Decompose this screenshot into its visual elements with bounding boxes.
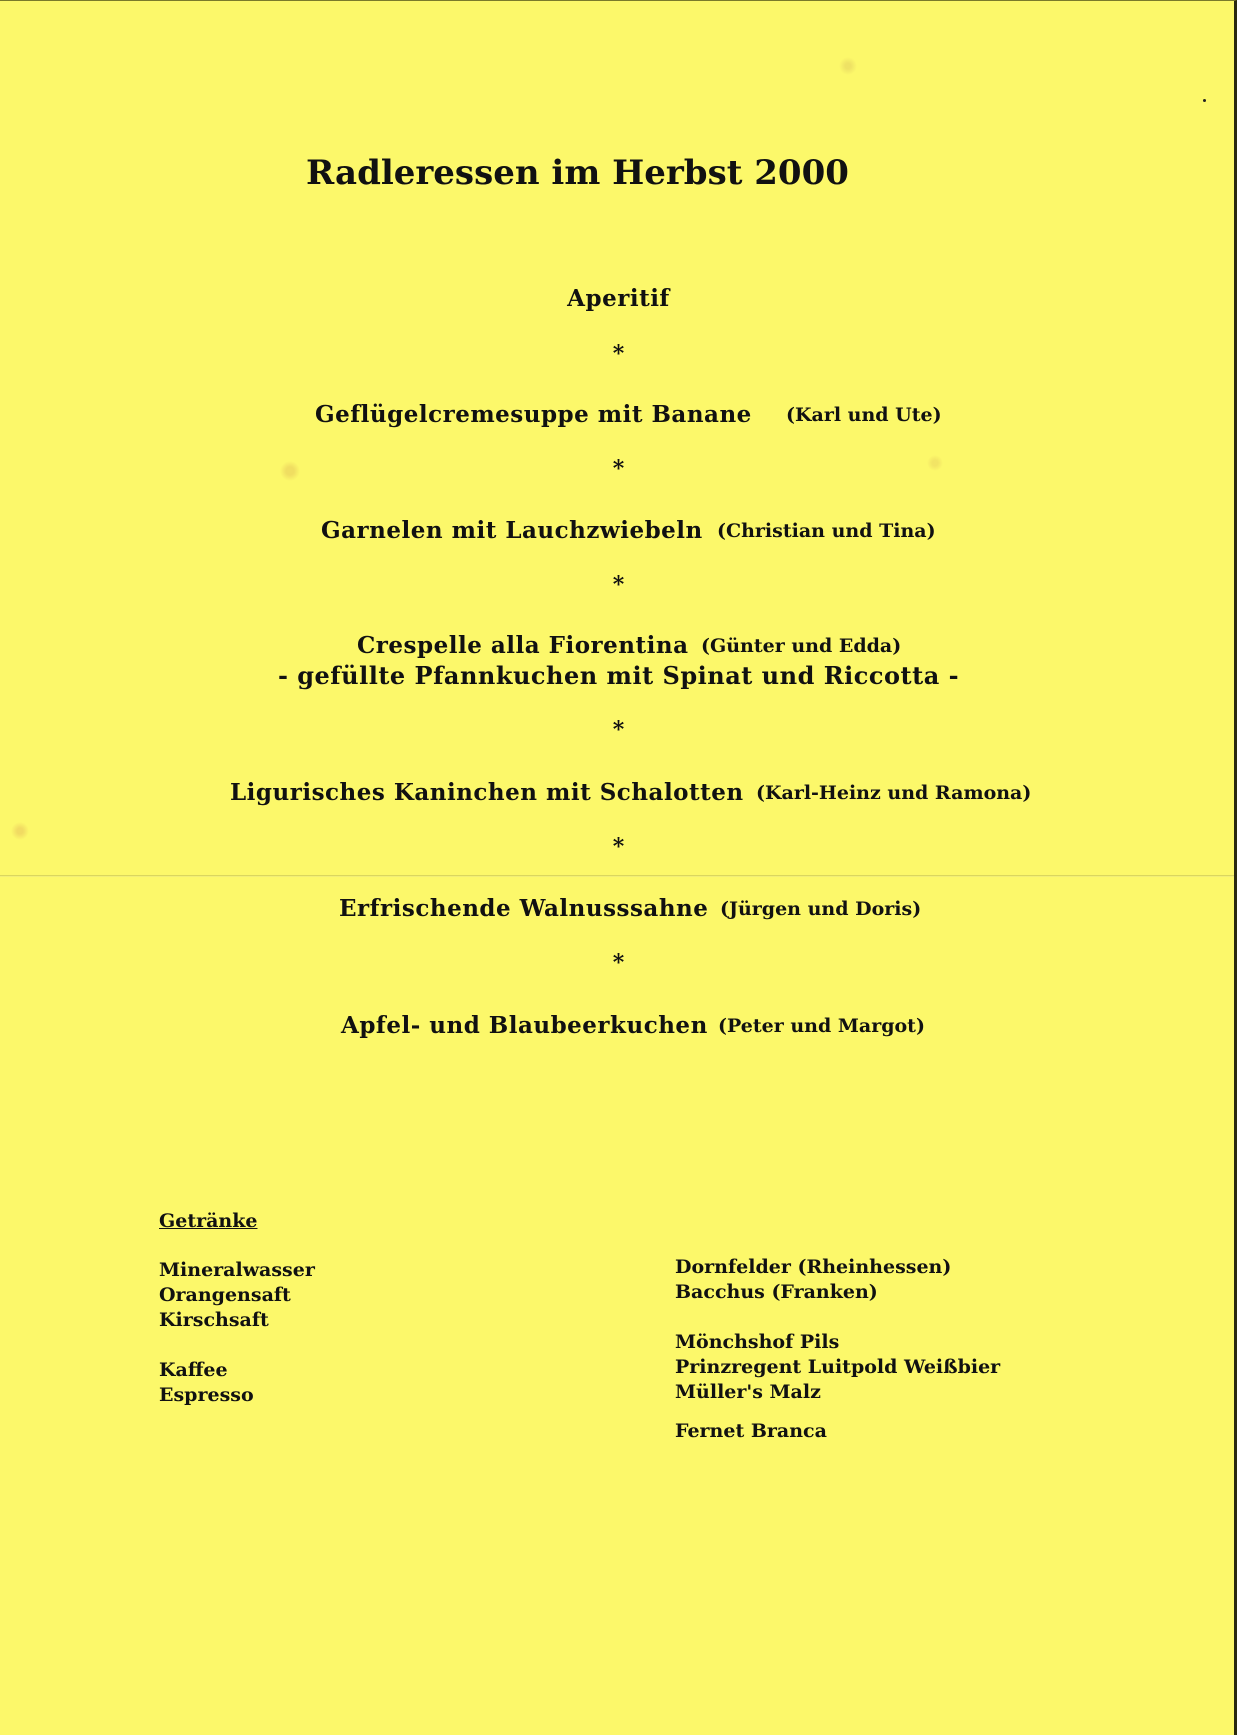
drink-item: Dornfelder (Rheinhessen): [675, 1256, 952, 1278]
drinks-heading: Getränke: [159, 1210, 258, 1232]
drink-item: Mönchshof Pils: [675, 1331, 840, 1353]
course-separator: *: [612, 834, 625, 860]
course-dish: Erfrischende Walnusssahne: [339, 895, 709, 922]
drinks-list-right: [675, 1255, 1000, 1444]
course-dish: Garnelen mit Lauchzwiebeln: [321, 517, 703, 544]
drink-item: Mineralwasser: [159, 1259, 315, 1281]
drink-item: Müller's Malz: [675, 1381, 821, 1403]
course-separator: *: [612, 456, 625, 482]
paper-fold-line: [0, 875, 1234, 877]
drink-item: Fernet Branca: [675, 1420, 827, 1442]
aperitif-label: Aperitif: [567, 285, 670, 312]
course-separator: *: [612, 572, 625, 598]
drinks-list-left: [159, 1258, 315, 1408]
drink-spacer: [675, 1405, 1000, 1419]
course-separator: *: [612, 950, 625, 976]
drink-item: Bacchus (Franken): [675, 1281, 878, 1303]
menu-title: Radleressen im Herbst 2000: [306, 153, 849, 193]
drink-spacer: [159, 1333, 315, 1358]
paper-speck: [1203, 99, 1206, 102]
drink-item: Prinzregent Luitpold Weißbier: [675, 1356, 1001, 1378]
course-dish: Geflügelcremesuppe mit Banane: [315, 401, 752, 428]
course-chefs: (Karl und Ute): [786, 404, 942, 426]
drink-item: Orangensaft: [159, 1284, 291, 1306]
course-chefs: (Peter und Margot): [718, 1015, 925, 1037]
course-chefs: (Karl-Heinz und Ramona): [756, 782, 1032, 804]
course-separator: *: [612, 717, 625, 743]
course-chefs: (Günter und Edda): [701, 635, 902, 657]
drink-item: Espresso: [159, 1384, 254, 1406]
course-dish: Crespelle alla Fiorentina: [357, 632, 689, 659]
drink-spacer: [675, 1305, 1000, 1330]
drink-item: Kirschsaft: [159, 1309, 269, 1331]
course-subtitle: - gefüllte Pfannkuchen mit Spinat und Riccotta -: [277, 661, 960, 690]
course-chefs: (Jürgen und Doris): [720, 898, 922, 920]
course-dish: Ligurisches Kaninchen mit Schalotten: [230, 779, 744, 806]
drink-item: Kaffee: [159, 1359, 228, 1381]
course-chefs: (Christian und Tina): [717, 520, 936, 542]
course-dish: Apfel- und Blaubeerkuchen: [341, 1012, 708, 1039]
course-separator: *: [612, 341, 625, 367]
